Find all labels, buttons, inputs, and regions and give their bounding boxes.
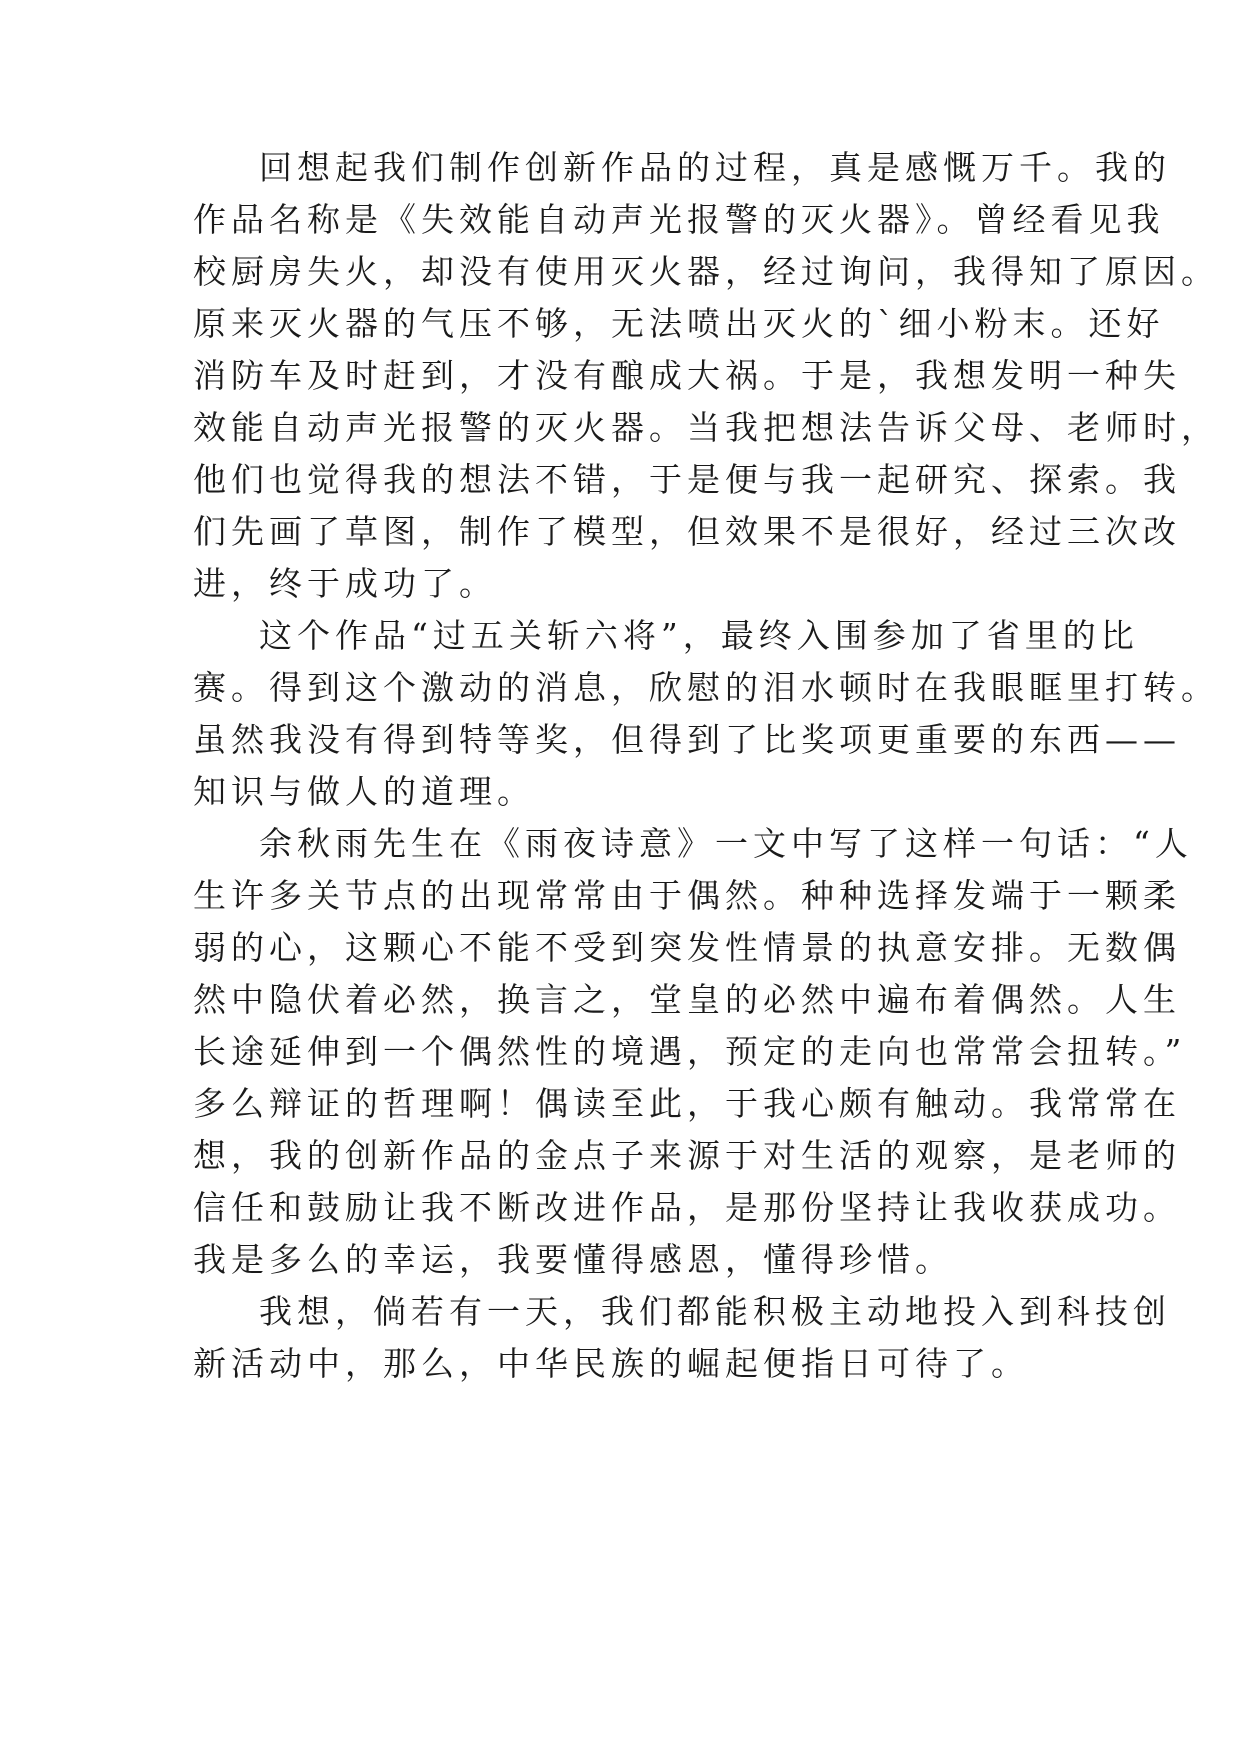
text-line: 我想，倘若有一天，我们都能积极主动地投入到科技创 xyxy=(259,1292,1171,1331)
text-line: 信任和鼓励让我不断改进作品，是那份坚持让我收获成功。 xyxy=(193,1188,1181,1227)
text-line: 他们也觉得我的想法不错，于是便与我一起研究、探索。我 xyxy=(193,460,1181,499)
text-line: 进，终于成功了。 xyxy=(193,564,497,603)
text-line: 想，我的创新作品的金点子来源于对生活的观察，是老师的 xyxy=(193,1136,1181,1175)
text-line: 赛。得到这个激动的消息，欣慰的泪水顿时在我眼眶里打转。 xyxy=(193,668,1219,707)
text-line: 知识与做人的道理。 xyxy=(193,772,535,811)
text-line: 虽然我没有得到特等奖，但得到了比奖项更重要的东西—— xyxy=(193,720,1181,759)
text-line: 然中隐伏着必然，换言之，堂皇的必然中遍布着偶然。人生 xyxy=(193,980,1181,1019)
text-line: 多么辩证的哲理啊！偶读至此，于我心颇有触动。我常常在 xyxy=(193,1084,1181,1123)
text-line: 们先画了草图，制作了模型，但效果不是很好，经过三次改 xyxy=(193,512,1181,551)
text-line: 消防车及时赶到，才没有酿成大祸。于是，我想发明一种失 xyxy=(193,356,1181,395)
text-line: 我是多么的幸运，我要懂得感恩，懂得珍惜。 xyxy=(193,1240,953,1279)
text-line: 新活动中，那么，中华民族的崛起便指日可待了。 xyxy=(193,1344,1029,1383)
text-line: 弱的心，这颗心不能不受到突发性情景的执意安排。无数偶 xyxy=(193,928,1181,967)
text-line: 余秋雨先生在《雨夜诗意》一文中写了这样一句话：“人 xyxy=(259,824,1193,863)
text-line: 作品名称是《失效能自动声光报警的灭火器》。曾经看见我 xyxy=(193,200,1165,239)
text-line: 生许多关节点的出现常常由于偶然。种种选择发端于一颗柔 xyxy=(193,876,1181,915)
text-line: 这个作品“过五关斩六将”，最终入围参加了省里的比 xyxy=(259,616,1139,655)
text-line: 校厨房失火，却没有使用灭火器，经过询问，我得知了原因。 xyxy=(193,252,1219,291)
text-line: 原来灭火器的气压不够，无法喷出灭火的`细小粉末。还好 xyxy=(193,304,1165,343)
text-line: 回想起我们制作创新作品的过程，真是感慨万千。我的 xyxy=(259,148,1171,187)
text-line: 长途延伸到一个偶然性的境遇，预定的走向也常常会扭转。” xyxy=(193,1032,1187,1071)
text-line: 效能自动声光报警的灭火器。当我把想法告诉父母、老师时， xyxy=(193,408,1219,447)
